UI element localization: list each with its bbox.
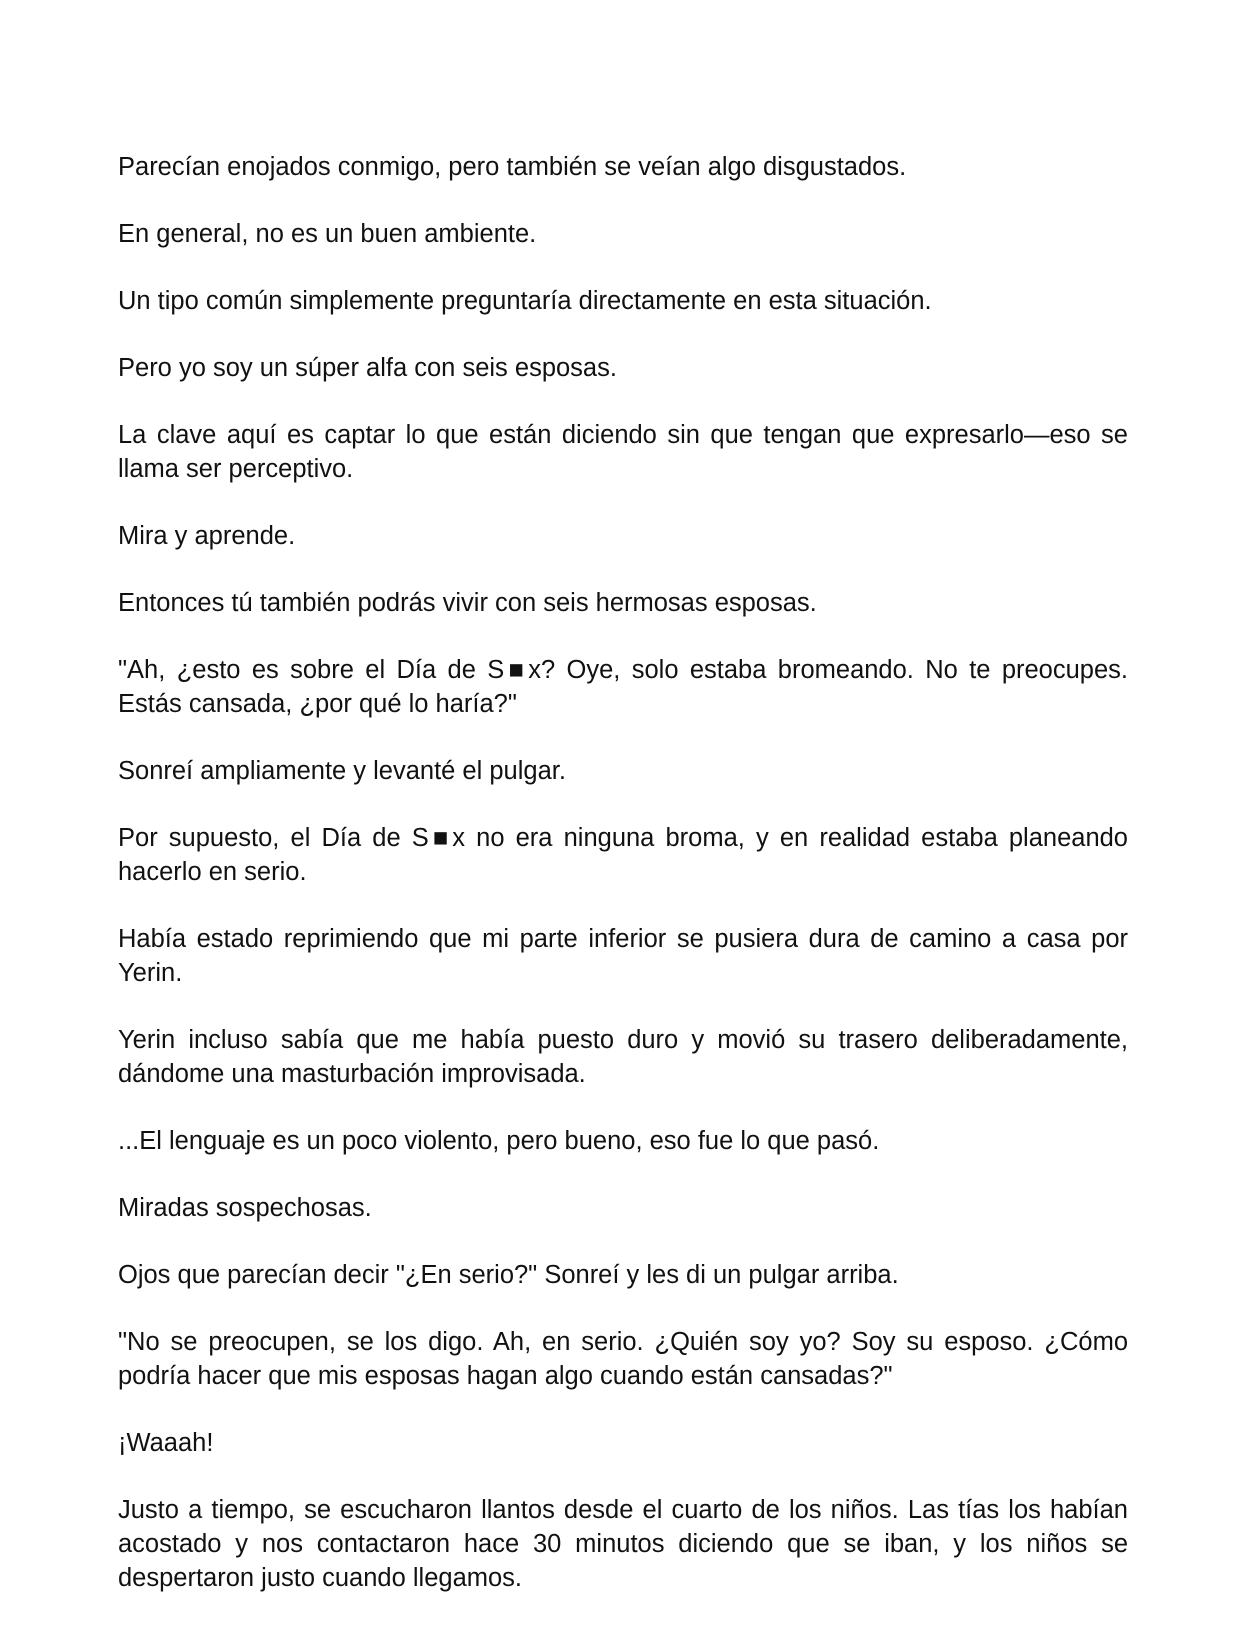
paragraph: Había estado reprimiendo que mi parte inferior se pusiera dura de camino a casa por Yerin. <box>118 925 1128 987</box>
paragraph: Miradas sospechosas. <box>118 1194 372 1222</box>
paragraph: Un tipo común simplemente preguntaría directamente en esta situación. <box>118 287 932 315</box>
paragraph: Sonreí ampliamente y levanté el pulgar. <box>118 757 566 785</box>
paragraph: Yerin incluso sabía que me había puesto duro y movió su trasero deliberadamente, dándome una masturbación improvisada. <box>118 1026 1128 1088</box>
paragraph: Por supuesto, el Día de S■x no era ninguna broma, y en realidad estaba planeando hacerlo en serio. <box>118 824 1128 886</box>
paragraph: Justo a tiempo, se escucharon llantos desde el cuarto de los niños. Las tías los habían acostado y nos contactaron hace 30 minutos diciendo que se iban, y los niños se despertaron justo cuando llegamos. <box>118 1496 1128 1592</box>
paragraph: Mira y aprende. <box>118 522 296 550</box>
paragraph: En general, no es un buen ambiente. <box>118 220 537 248</box>
paragraph: Entonces tú también podrás vivir con seis hermosas esposas. <box>118 589 817 617</box>
paragraph: ¡Waaah! <box>118 1429 214 1457</box>
paragraph: ...El lenguaje es un poco violento, pero bueno, eso fue lo que pasó. <box>118 1127 880 1155</box>
paragraph: Pero yo soy un súper alfa con seis esposas. <box>118 354 617 382</box>
paragraph: Ojos que parecían decir "¿En serio?" Sonreí y les di un pulgar arriba. <box>118 1261 899 1289</box>
paragraph: "No se preocupen, se los digo. Ah, en serio. ¿Quién soy yo? Soy su esposo. ¿Cómo podría hacer que mis esposas hagan algo cuando están cansadas?" <box>118 1328 1128 1390</box>
paragraph: La clave aquí es captar lo que están diciendo sin que tengan que expresarlo—eso se llama ser perceptivo. <box>118 421 1128 483</box>
body-text <box>118 150 1128 1628</box>
paragraph: "Ah, ¿esto es sobre el Día de S■x? Oye, solo estaba bromeando. No te preocupes. Estás cansada, ¿por qué lo haría?" <box>118 656 1128 718</box>
paragraph: Parecían enojados conmigo, pero también se veían algo disgustados. <box>118 153 907 181</box>
